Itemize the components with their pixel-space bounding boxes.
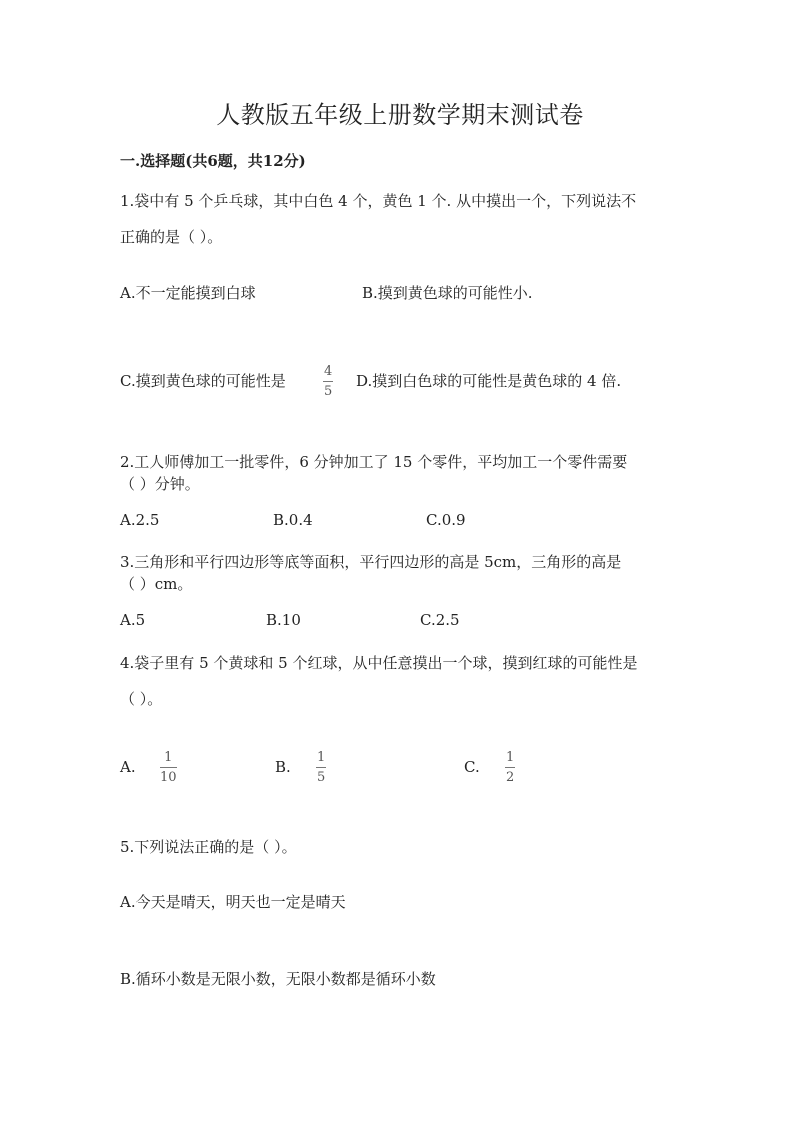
fraction-denominator: 2 [506,770,515,785]
q1-option-c-fraction [323,365,333,398]
q1-option-d: D.摸到白色球的可能性是黄色球的 4 倍. [356,372,622,390]
q3-option-a: A.5 [120,611,146,629]
q4-option-a: A. [120,758,136,776]
q3-option-c: C.2.5 [420,611,460,629]
q3-option-b: B.10 [266,611,301,629]
fraction-denominator: 5 [324,384,333,399]
q4-option-a-fraction [160,751,177,784]
fraction-denominator: 10 [160,770,177,785]
q4-option-c: C. [464,758,480,776]
q3-line2: （ ）cm。 [120,575,193,593]
q5-line1: 5.下列说法正确的是（ ）。 [120,838,297,856]
q1-option-b: B.摸到黄色球的可能性小. [362,284,533,302]
q2-option-b: B.0.4 [273,511,313,529]
q1-line1: 1.袋中有 5 个乒乓球，其中白色 4 个，黄色 1 个. 从中摸出一个，下列说法不 [120,192,637,210]
q1-line2: 正确的是（ ）。 [120,228,223,246]
q2-line1: 2.工人师傅加工一批零件，6 分钟加工了 15 个零件，平均加工一个零件需要 [120,453,628,471]
q4-option-b: B. [275,758,291,776]
fraction-denominator: 5 [317,770,326,785]
q3-line1: 3.三角形和平行四边形等底等面积，平行四边形的高是 5cm，三角形的高是 [120,553,622,571]
q4-line2: （ ）。 [120,690,163,708]
page-title: 人教版五年级上册数学期末测试卷 [216,101,584,129]
q5-option-a: A.今天是晴天，明天也一定是晴天 [120,893,346,911]
q4-option-b-fraction [316,751,326,784]
q4-line1: 4.袋子里有 5 个黄球和 5 个红球，从中任意摸出一个球，摸到红球的可能性是 [120,654,638,672]
q4-option-c-fraction [505,751,515,784]
q1-option-c: C.摸到黄色球的可能性是 [120,372,286,390]
fraction-numerator: 1 [164,750,173,765]
q2-line2: （ ）分钟。 [120,475,200,493]
q5-option-b: B.循环小数是无限小数，无限小数都是循环小数 [120,970,436,988]
section-heading: 一.选择题(共6题，共12分) [120,152,306,170]
fraction-numerator: 1 [506,750,515,765]
q2-option-c: C.0.9 [426,511,466,529]
q2-option-a: A.2.5 [120,511,160,529]
fraction-numerator: 1 [317,750,326,765]
fraction-numerator: 4 [324,364,333,379]
q1-option-a: A.不一定能摸到白球 [120,284,256,302]
